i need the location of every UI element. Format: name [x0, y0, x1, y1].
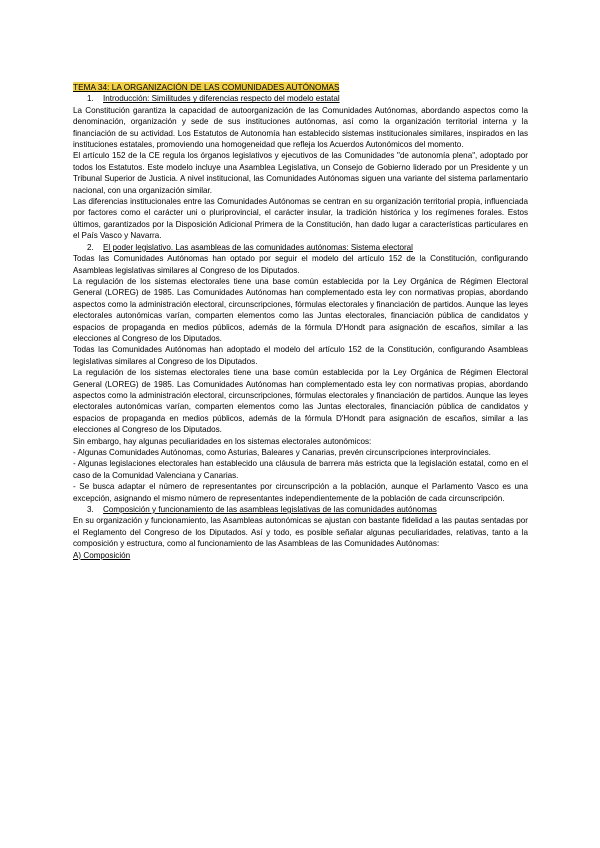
section-3-heading: [73, 504, 528, 515]
document-title: [73, 82, 528, 93]
document-title-text: TEMA 34: LA ORGANIZACIÓN DE LAS COMUNIDADES AUTÓNOMAS: [73, 82, 340, 92]
section-number: 1.: [87, 94, 94, 104]
paragraph: El artículo 152 de la CE regula los órganos legislativos y ejecutivos de las Comunidades "de autonomía plena", adoptado por todos los Estatutos. Este modelo incluye una Asamblea Legislativa, un Consejo de Gobierno liderado por un Presidente y un Tribunal Superior de Justicia. A nivel institucional, las Comunidades Autónomas siguen una variante del sistema parlamentario nacional, con una organización similar.: [73, 151, 528, 195]
section-1-heading: [73, 93, 528, 104]
document-page: [73, 82, 528, 561]
paragraph: En su organización y funcionamiento, las Asambleas autonómicas se ajustan con bastante fidelidad a las pautas sentadas por el Reglamento del Congreso de los Diputados. Así y todo, es posible señalar algunas peculiaridades, relativas, tanto a la composición y estructura, como al funcionamiento de las Asambleas de las Comunidades Autónomas:: [73, 516, 528, 549]
list-item: - Algunas legislaciones electorales han establecido una cláusula de barrera más estricta que la legislación estatal, como en el caso de la Comunidad Valenciana y Canarias.: [73, 459, 528, 480]
paragraph: Las diferencias institucionales entre las Comunidades Autónomas se centran en su organización territorial propia, influenciada por factores como el carácter uni o pluriprovincial, el carácter insular, la tradición histórica y los regímenes forales. Estos últimos, garantizados por la Disposición Adicional Primera de la Constitución, han dado lugar a características particulares en el País Vasco y Navarra.: [73, 197, 528, 241]
section-title: Composición y funcionamiento de las asambleas legislativas de las comunidades autónomas: [103, 505, 437, 515]
paragraph: La Constitución garantiza la capacidad de autoorganización de las Comunidades Autónomas, abordando aspectos como la denominación, organización y sede de sus instituciones autónomas, así como la organización territorial interna y la financiación de su actividad. Los Estatutos de Autonomía han establecido sistemas institucionales similares, inspirados en las instituciones estatales, promoviendo una homogeneidad que refleja los Acuerdos Autonómicos del momento.: [73, 105, 528, 150]
list-item: - Algunas Comunidades Autónomas, como Asturias, Baleares y Canarias, prevén circunscripciones interprovinciales.: [73, 448, 491, 457]
paragraph: Todas las Comunidades Autónomas han adoptado el modelo del artículo 152 de la Constitución, configurando Asambleas legislativas similares al Congreso de los Diputados.: [73, 345, 528, 366]
paragraph: Sin embargo, hay algunas peculiaridades en los sistemas electorales autonómicos:: [73, 436, 372, 446]
paragraph: La regulación de los sistemas electorales tiene una base común establecida por la Ley Orgánica de Régimen Electoral General (LOREG) de 1985. Las Comunidades Autónomas han complementado esta ley con normativas propias, abordando aspectos como la administración electoral, circunscripciones, fórmulas electorales y financiación de partidos. Aunque las leyes electorales autonómicas varían, comparten elementos como las Juntas electorales, financiación pública de candidatos y espacios de propaganda en medios públicos, además de la fórmula D'Hondt para asignación de escaños, similar a las elecciones al Congreso de los Diputados.: [73, 368, 528, 435]
section-2-heading: [73, 242, 528, 253]
section-title: Introducción: Similitudes y diferencias respecto del modelo estatal: [103, 94, 340, 104]
paragraph: Todas las Comunidades Autónomas han optado por seguir el modelo del artículo 152 de la Constitución, configurando Asambleas legislativas similares al Congreso de los Diputados.: [73, 254, 528, 275]
subsection-heading: A) Composición: [73, 550, 131, 560]
list-item: - Se busca adaptar el número de representantes por circunscripción a la población, aunque el Parlamento Vasco es una excepción, asignando el mismo número de representantes independientemente de la población de cada circunscripción.: [73, 482, 528, 503]
section-number: 3.: [87, 505, 94, 515]
paragraph: La regulación de los sistemas electorales tiene una base común establecida por la Ley Orgánica de Régimen Electoral General (LOREG) de 1985. Las Comunidades Autónomas han complementado esta ley con normativas propias, abordando aspectos como la administración electoral, circunscripciones, fórmulas electorales y financiación de partidos. Aunque las leyes electorales autonómicas varían, comparten elementos como las Juntas electorales, financiación pública de candidatos y espacios de propaganda en medios públicos, además de la fórmula D'Hondt para asignación de escaños, similar a las elecciones al Congreso de los Diputados.: [73, 276, 528, 343]
section-number: 2.: [87, 242, 94, 252]
section-title: El poder legislativo. Las asambleas de las comunidades autónomas: Sistema electoral: [103, 242, 413, 252]
